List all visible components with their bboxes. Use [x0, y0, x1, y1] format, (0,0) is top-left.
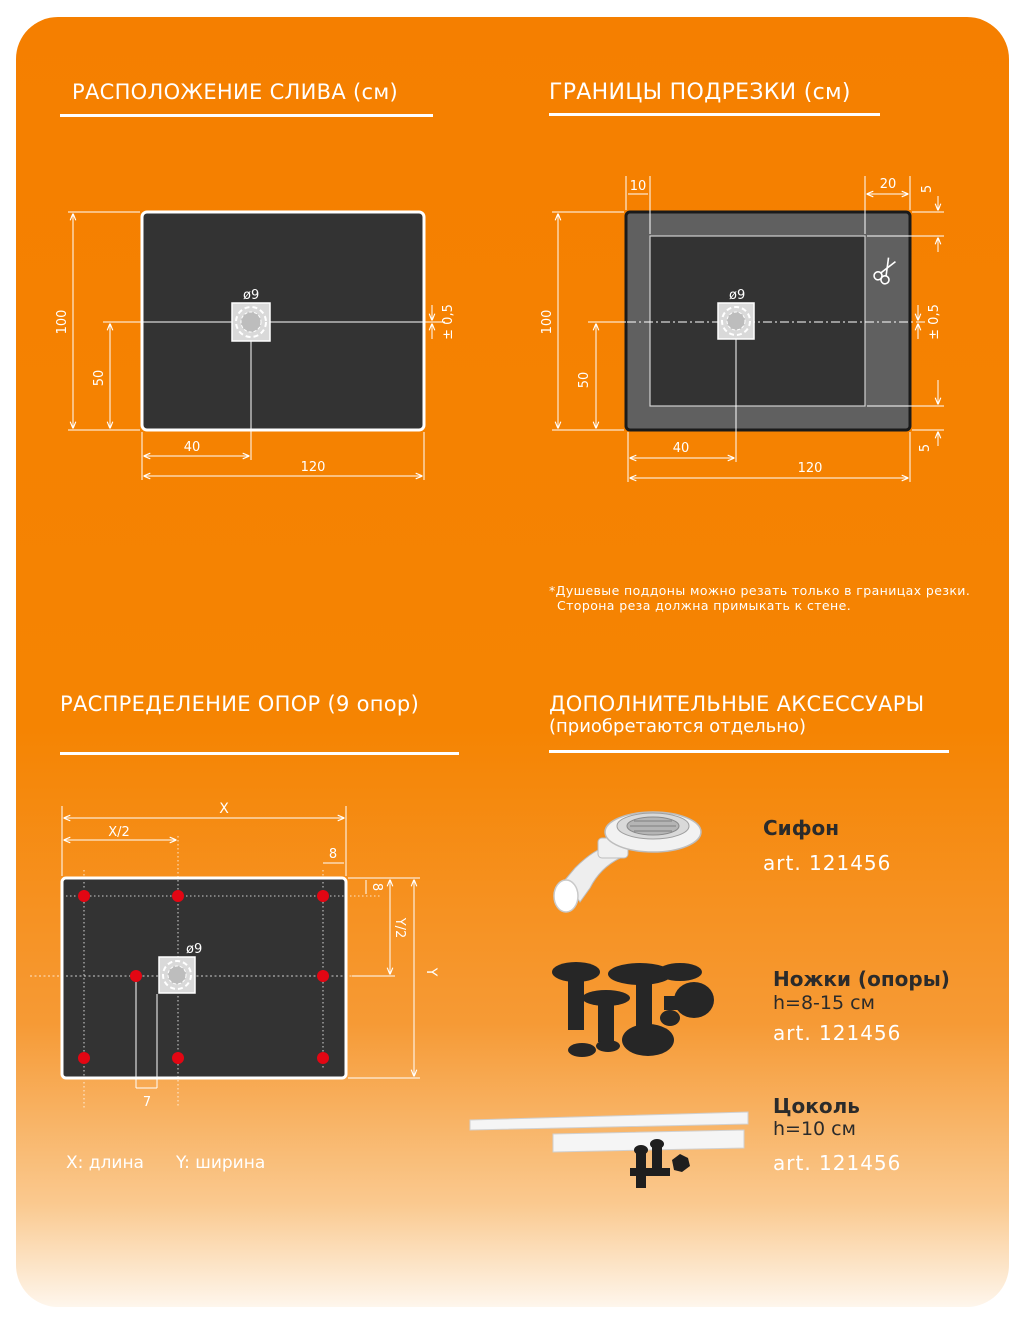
support-dot — [172, 890, 184, 902]
drain-height-label: 100 — [55, 309, 70, 335]
support-dot — [78, 1052, 90, 1064]
supports-drain-icon — [159, 957, 195, 993]
siphon-icon — [554, 812, 701, 912]
accessories-section-title: ДОПОЛНИТЕЛЬНЫЕ АКСЕССУАРЫ — [549, 692, 925, 716]
drain-width-label: 120 — [300, 460, 326, 475]
trim-section-title: ГРАНИЦЫ ПОДРЕЗКИ (см) — [549, 80, 851, 105]
supports-section-title: РАСПРЕДЕЛЕНИЕ ОПОР (9 опор) — [60, 692, 420, 716]
support-legs-icon — [552, 962, 714, 1057]
accessory-legs-name: Ножки (опоры) — [773, 967, 950, 991]
support-dot — [78, 890, 90, 902]
supports-diagram — [30, 801, 439, 1110]
supports-legend-x: X: длина — [66, 1153, 144, 1173]
supports-tray — [62, 878, 346, 1078]
supports-x-half-label: X/2 — [108, 825, 130, 840]
trim-margin-bottom-label: 5 — [918, 443, 933, 453]
support-dot — [317, 890, 329, 902]
supports-offset-drain-label: 7 — [142, 1095, 152, 1110]
supports-legend-y: Y: ширина — [176, 1153, 266, 1173]
support-dot — [317, 1052, 329, 1064]
trim-width-label: 120 — [797, 461, 823, 476]
drain-section-title: РАСПОЛОЖЕНИЕ СЛИВА (см) — [72, 80, 398, 104]
accessory-legs-height: h=8-15 см — [773, 992, 875, 1014]
trim-height-label: 100 — [540, 309, 555, 335]
drain-diagram — [55, 212, 456, 480]
drain-icon — [232, 303, 270, 341]
support-dot — [172, 1052, 184, 1064]
plinth-icon — [470, 1112, 748, 1188]
drain-offset-y-label: 50 — [92, 369, 107, 387]
accessory-siphon-art: art. 121456 — [763, 851, 892, 875]
drain-diameter-label: ø9 — [243, 288, 260, 303]
trim-tolerance-label: ± 0,5 — [927, 304, 942, 340]
trim-margin-top-label: 5 — [920, 184, 935, 194]
accessory-plinth-height: h=10 см — [773, 1118, 856, 1140]
trim-diameter-label: ø9 — [729, 288, 746, 303]
support-dot — [130, 970, 142, 982]
trim-offset-x-label: 40 — [672, 441, 690, 456]
accessory-plinth-art: art. 121456 — [773, 1151, 902, 1175]
trim-offset-y-label: 50 — [577, 371, 592, 389]
trim-inner-zone — [650, 236, 865, 406]
drain-offset-x-label: 40 — [183, 440, 201, 455]
supports-diameter-label: ø9 — [186, 942, 203, 957]
support-dot — [317, 970, 329, 982]
trim-margin-left-label: 10 — [629, 179, 647, 194]
accessory-legs-art: art. 121456 — [773, 1021, 902, 1045]
supports-offset-top-label: 8 — [369, 882, 384, 892]
supports-y-half-label: Y/2 — [392, 917, 407, 939]
trim-drain-icon — [718, 303, 754, 339]
supports-y-label: Y — [423, 967, 439, 977]
drain-tray — [142, 212, 424, 430]
supports-x-label: X — [219, 801, 229, 817]
accessory-siphon-name: Сифон — [763, 816, 840, 840]
drain-tolerance-label: ± 0,5 — [441, 304, 456, 340]
accessory-plinth-name: Цоколь — [773, 1094, 860, 1118]
trim-diagram — [540, 176, 944, 482]
trim-note-line2: Сторона реза должна примыкать к стене. — [557, 598, 852, 613]
supports-offset-right-label: 8 — [328, 847, 338, 862]
accessories-section-subtitle: (приобретаются отдельно) — [549, 716, 807, 737]
trim-margin-right-label: 20 — [879, 177, 897, 192]
trim-note-line1: *Душевые поддоны можно резать только в границах резки. — [549, 583, 971, 598]
